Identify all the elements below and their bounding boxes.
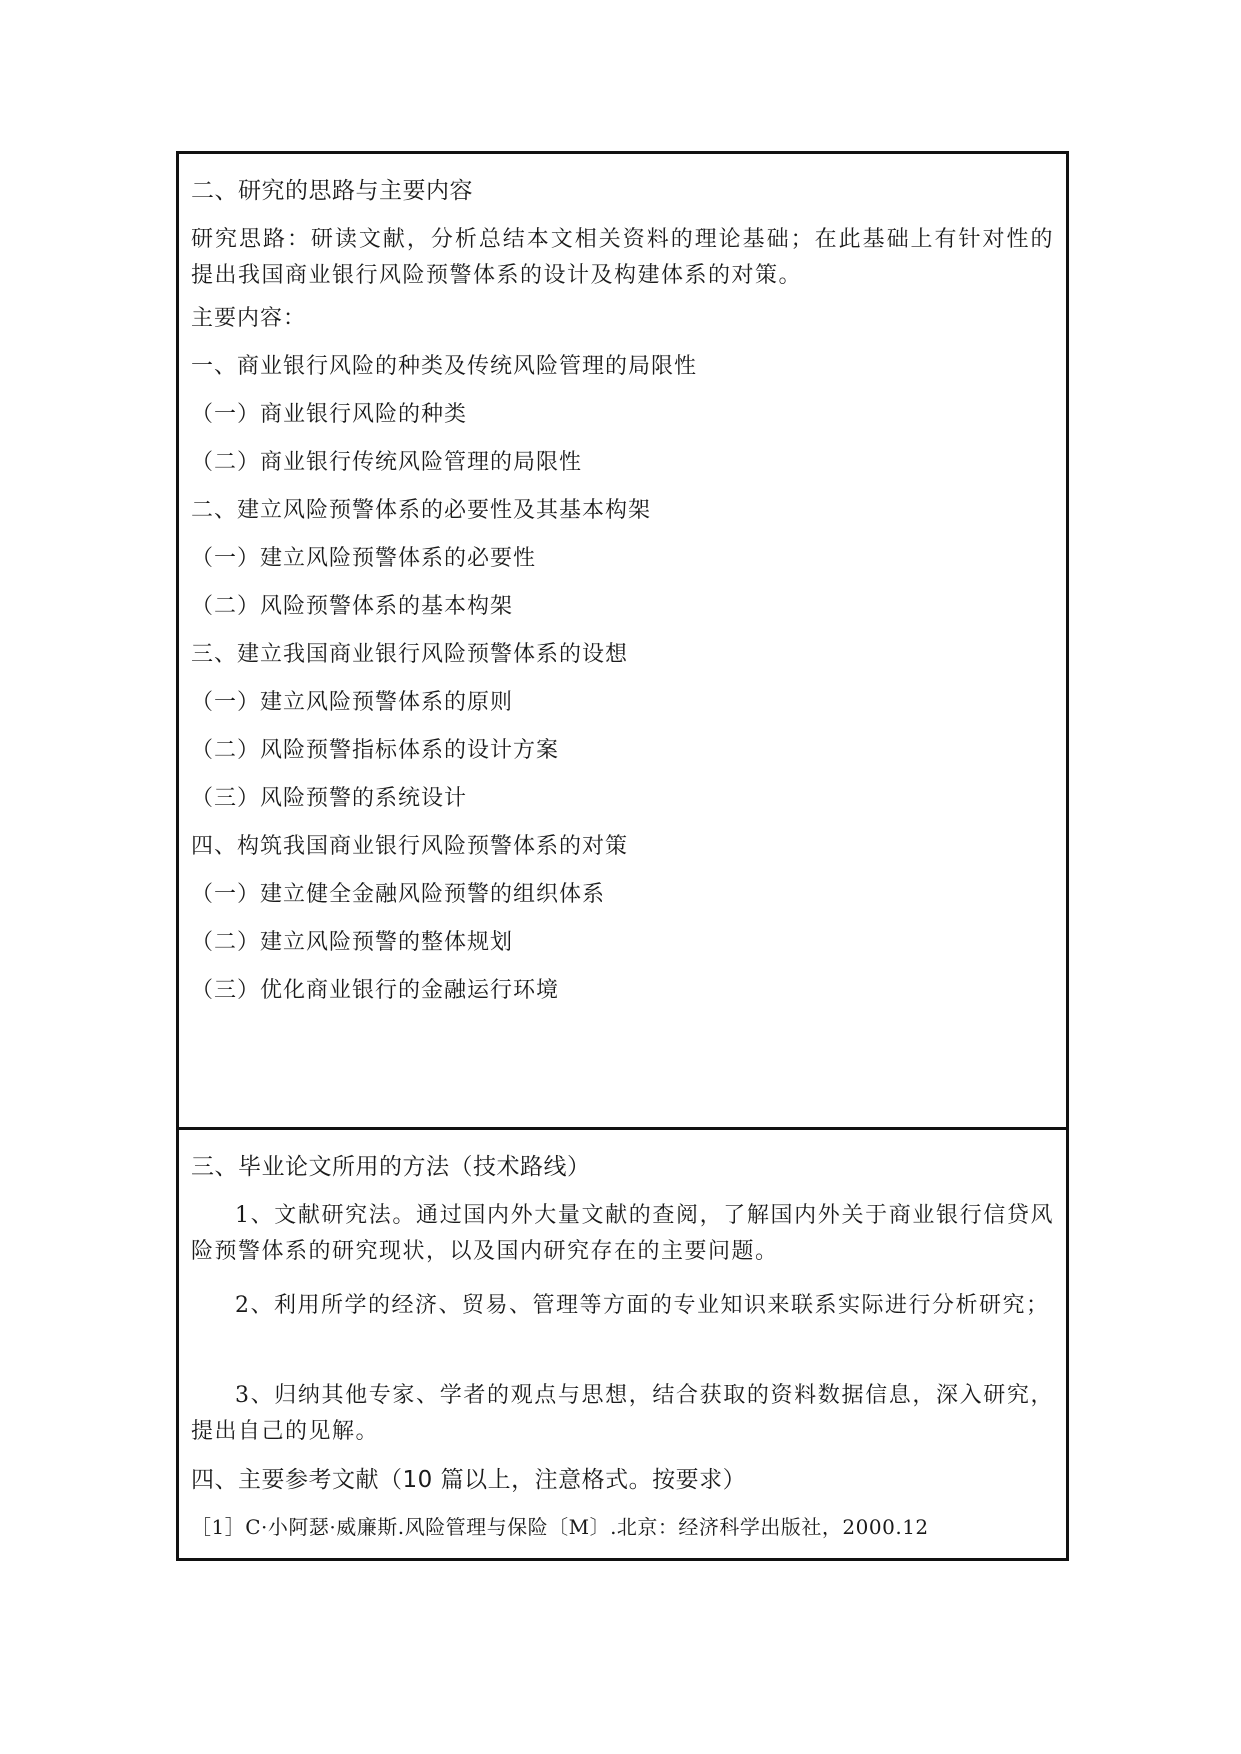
outline-item: （三）风险预警的系统设计 xyxy=(191,786,468,811)
reference-item: ［1］C·小阿瑟·威廉斯.风险管理与保险〔M〕.北京：经济科学出版社，2000.12 xyxy=(191,1515,929,1539)
research-approach-cell xyxy=(179,154,1066,1130)
outline-item: （二）建立风险预警的整体规划 xyxy=(191,930,514,955)
outline-item: 四、构筑我国商业银行风险预警体系的对策 xyxy=(191,834,629,859)
method-item: 1、文献研究法。通过国内外大量文献的查阅，了解国内外关于商业银行信贷风险预警体系的研究现状，以及国内研究存在的主要问题。 xyxy=(191,1203,1054,1264)
outline-item: （一）建立风险预警体系的必要性 xyxy=(191,546,537,571)
section3-heading: 三、毕业论文所用的方法（技术路线） xyxy=(191,1154,591,1180)
method-item: 2、利用所学的经济、贸易、管理等方面的专业知识来联系实际进行分析研究； xyxy=(235,1293,1050,1318)
outline-item: （三）优化商业银行的金融运行环境 xyxy=(191,978,560,1003)
outline-item: （一）商业银行风险的种类 xyxy=(191,402,468,427)
outline-item: 二、建立风险预警体系的必要性及其基本构架 xyxy=(191,498,652,523)
method-item: 3、归纳其他专家、学者的观点与思想，结合获取的资料数据信息，深入研究，提出自己的见解。 xyxy=(191,1383,1054,1444)
proposal-form-table xyxy=(176,151,1069,1561)
outline-item: （一）建立健全金融风险预警的组织体系 xyxy=(191,882,606,907)
outline-item: （二）风险预警体系的基本构架 xyxy=(191,594,514,619)
outline-item: （二）商业银行传统风险管理的局限性 xyxy=(191,450,583,475)
outline-item: （二）风险预警指标体系的设计方案 xyxy=(191,738,560,763)
research-approach-text: 研究思路：研读文献，分析总结本文相关资料的理论基础；在此基础上有针对性的提出我国商业银行风险预警体系的设计及构建体系的对策。 xyxy=(191,227,1054,288)
outline-item: （一）建立风险预警体系的原则 xyxy=(191,690,514,715)
methods-cell xyxy=(179,1130,1066,1558)
section2-heading: 二、研究的思路与主要内容 xyxy=(191,178,473,204)
outline-item: 三、建立我国商业银行风险预警体系的设想 xyxy=(191,642,629,667)
outline-item: 一、商业银行风险的种类及传统风险管理的局限性 xyxy=(191,354,698,379)
section4-heading: 四、主要参考文献（10 篇以上，注意格式。按要求） xyxy=(191,1467,747,1493)
main-content-label: 主要内容： xyxy=(191,306,307,331)
